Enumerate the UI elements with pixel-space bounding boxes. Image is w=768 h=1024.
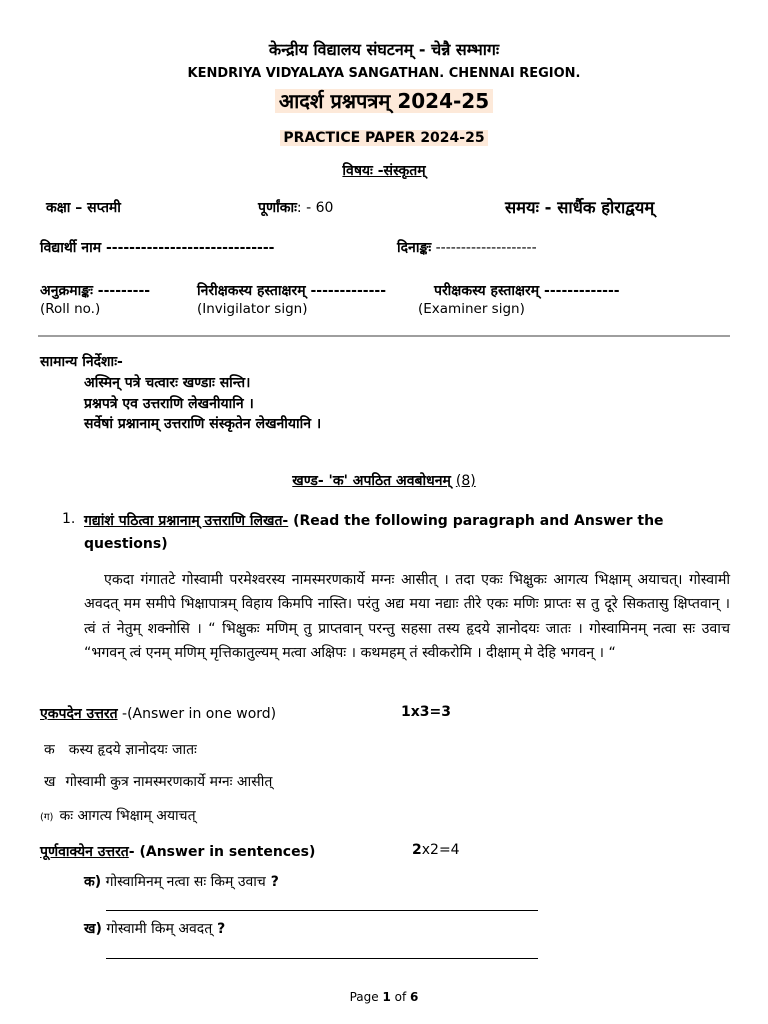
question-text: गोस्वामी किम् अवदत् [106, 921, 213, 937]
page-total: 6 [410, 990, 419, 1004]
time-label: समयः - सार्धैक होराद्वयम् [505, 198, 655, 217]
section-heading [0, 471, 768, 490]
question-text: गोस्वामी कुत्र नामस्मरणकार्ये मग्नः आसीत् [65, 774, 273, 790]
one-word-question [44, 772, 272, 791]
sentence-marks-rest: x2=4 [421, 842, 460, 858]
answer-line[interactable] [106, 910, 538, 911]
question-label: क) [84, 874, 102, 890]
passage: एकदा गंगातटे गोस्वामी परमेश्वरस्य नामस्मरणकार्ये मग्नः आसीत् । तदा एकः भिक्षुकः आगत्य भिक्षाम् अयाचत्। गोस्वामी अवदत् मम समीपे भिक्षापात्रम् विहाय किमपि नास्ति। परंतु अद्य मया नद्याः तीरे एकः मणिः प्राप्तः स तु दूरे सिकतासु क्षिप्तवान् । त्वं तं नेतुम् शक्नोसि । “ भिक्षुकः मणिम् तु प्राप्तवान् परन्तु सहसा तस्य हृदये ज्ञानोदयः जातः । गोस्वामिनम् नत्वा सः उवाच “भगवन् त्वं एनम् मणिम् मृत्तिकातुल्यम् मत्वा अक्षिपः । कथमहम् तं स्वीकरोमि । दीक्षाम् मे देहि भगवन् । “ [84, 572, 730, 661]
roll-english: (Roll no.) [40, 301, 101, 317]
page-footer [0, 990, 768, 1004]
question-mark: ? [212, 921, 226, 937]
date-label: दिनाङ्कः [397, 240, 432, 256]
question-number: 1. [62, 511, 76, 527]
question-text: कः आगत्य भिक्षाम् अयाचत् [59, 808, 196, 824]
question-instruction [84, 511, 664, 530]
sentence-heading [40, 842, 315, 861]
question-mark: ? [265, 874, 279, 890]
date-field [397, 238, 537, 257]
subject-wrap [0, 160, 768, 180]
sentence-title: पूर्णवाक्येन उत्तरत [40, 844, 129, 860]
class-label: कक्षा – सप्तमी [46, 200, 121, 216]
one-word-english: -(Answer in one word) [117, 706, 277, 722]
sentence-marks [412, 842, 460, 858]
subject: विषयः -संस्कृतम् [342, 163, 426, 179]
page-number: 1 [382, 990, 391, 1004]
question-text: गोस्वामिनम् नत्वा सः किम् उवाच [105, 874, 266, 890]
one-word-title: एकपदेन उत्तरत [40, 706, 118, 722]
one-word-question [40, 806, 196, 825]
title-english: PRACTICE PAPER 2024-25 [280, 130, 487, 146]
section-marks: (8) [455, 473, 476, 489]
one-word-question [44, 740, 197, 759]
date-blank: -------------------- [431, 240, 537, 256]
page-word: Page [349, 990, 383, 1004]
title-english-wrap [0, 127, 768, 146]
student-name-field: विद्यार्थी नाम ----------------------------- [40, 240, 275, 256]
examiner-sign-field: परीक्षकस्य हस्ताक्षरम् ------------- [434, 283, 620, 299]
question-label: ख) [84, 921, 102, 937]
section-title: खण्ड- 'क' अपठित अवबोधनम् [292, 473, 451, 489]
examiner-english: (Examiner sign) [418, 301, 525, 317]
instruction-item: प्रश्नपत्रे एव उत्तराणि लेखनीयानि । [84, 396, 254, 412]
question-label: क [44, 742, 55, 758]
org-name-sanskrit: केन्द्रीय विद्यालय संघटनम् - चेन्नै सम्भागः [268, 40, 500, 59]
instructions-heading: सामान्य निर्देशाः- [40, 354, 123, 370]
sentence-english: - (Answer in sentences) [128, 844, 316, 860]
instruction-item: अस्मिन् पत्रे चत्वारः खण्डाः सन्ति। [84, 375, 251, 391]
of-word: of [390, 990, 411, 1004]
sentence-marks-bold: 2 [412, 842, 422, 858]
one-word-heading [40, 704, 276, 723]
question-label: ख [44, 774, 56, 790]
question-instruction-english: (Read the following paragraph and Answer the [288, 513, 664, 529]
org-name-english: KENDRIYA VIDYALAYA SANGATHAN. CHENNAI REGION. [187, 66, 581, 81]
one-word-marks-rest: =3 [429, 704, 451, 720]
title-sanskrit: आदर्श प्रश्नपत्रम् 2024-25 [275, 89, 493, 113]
marks-value: : - 60 [296, 200, 334, 216]
question-label: (ग) [40, 812, 54, 823]
invigilator-english: (Invigilator sign) [197, 301, 308, 317]
sentence-question [84, 919, 225, 938]
answer-line[interactable] [106, 958, 538, 959]
title-sanskrit-wrap [0, 87, 768, 114]
sentence-question [84, 872, 279, 891]
one-word-marks-bold: 1x3 [401, 704, 430, 720]
marks-label: पूर्णांकाः [258, 200, 297, 216]
invigilator-sign-field: निरीक्षकस्य हस्ताक्षरम् ------------- [197, 283, 387, 299]
roll-number-field: अनुक्रमाङ्कः --------- [40, 283, 151, 299]
question-instruction-sanskrit: गद्यांशं पठित्वा प्रश्नानाम् उत्तराणि लिखत- [84, 513, 289, 529]
marks-info [258, 198, 333, 217]
question-instruction-english-cont: questions) [84, 536, 168, 552]
one-word-marks [401, 704, 451, 720]
instruction-item: सर्वेषां प्रश्नानाम् उत्तराणि संस्कृतेन लेखनीयानि । [84, 416, 322, 432]
divider [38, 335, 730, 337]
question-text: कस्य हृदये ज्ञानोदयः जातः [68, 742, 197, 758]
